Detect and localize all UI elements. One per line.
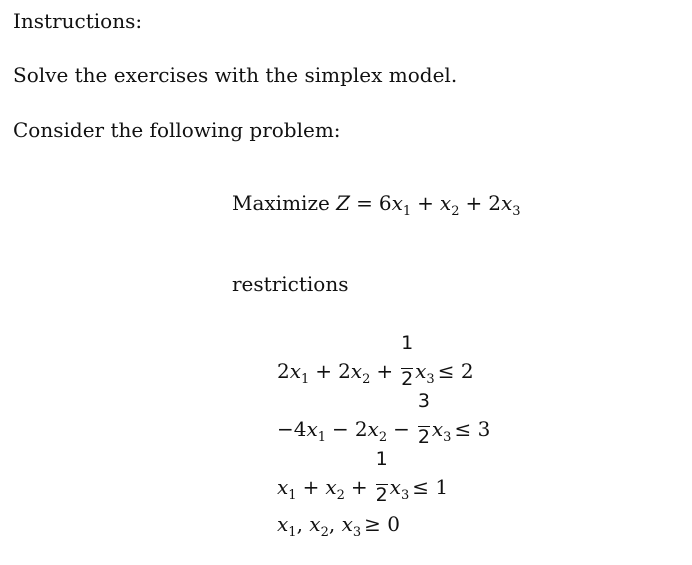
constraint-2-sign-2: − [332,417,349,441]
objective-var-2: x [439,191,452,215]
constraint-1-frac-numerator: 1 [401,332,414,354]
constraint-1-var-1: x [289,359,302,383]
constraint-1-relation: ≤ [437,359,455,383]
nonnegativity-constraint [277,511,400,540]
constraint-3-relation: ≤ [412,475,429,499]
constraint-1-rhs: 2 [460,359,474,383]
nonneg-sub-1: 1 [288,525,297,540]
constraint-3-var-1: x [277,475,289,499]
constraint-2-frac-numerator: 3 [417,390,430,412]
objective-coef-1: 6 [378,191,392,215]
constraint-2-rhs: 3 [477,417,491,441]
constraint-1-coef-2: 2 [338,359,351,383]
objective-coef-3: 2 [488,191,501,215]
constraint-3-var-3: x [389,475,401,499]
nonneg-rhs: 0 [387,512,400,536]
constraint-3-var-2: x [325,475,337,499]
constraint-2-sign-3: − [393,417,410,441]
constraint-1-coef-1: 2 [277,359,290,383]
constraint-2-frac-denominator: 2 [417,426,430,448]
objective-var-3: x [500,191,513,215]
nonneg-sep-1: , [296,512,303,536]
constraint-1-sub-1: 1 [301,372,310,387]
nonneg-var-3: x [341,512,353,536]
constraint-2-sub-2: 2 [378,430,388,445]
nonneg-relation: ≥ [364,512,381,536]
constraint-2-var-1: x [306,417,318,441]
constraint-3-frac-numerator: 1 [375,448,388,470]
nonneg-sub-2: 2 [320,525,329,540]
constraint-2-sub-1: 1 [317,430,327,445]
restrictions-label: restrictions [232,272,349,296]
objective-variable: Z [336,191,351,215]
objective-sign-3: + [465,191,483,215]
objective-function [232,190,521,220]
objective-equals: = [356,191,373,215]
constraint-3-sign-2: + [302,475,320,499]
constraint-1 [277,332,474,390]
objective-var-1: x [391,191,403,215]
constraint-3-sub-2: 2 [336,488,345,503]
nonneg-sep-2: , [328,512,336,536]
constraint-3-sub-1: 1 [288,488,297,503]
constraint-2-coef-2: 2 [354,417,368,441]
problem-intro: Consider the following problem: [13,118,341,142]
constraint-3-sign-3: + [350,475,368,499]
task-line: Solve the exercises with the simplex model. [13,63,458,87]
constraint-3-frac-denominator: 2 [375,484,388,506]
constraint-2-var-3: x [431,417,444,441]
constraint-1-sub-3: 3 [426,372,435,387]
constraint-2-sub-3: 3 [443,430,452,445]
constraint-1-sign-3: + [376,359,394,383]
nonneg-sub-3: 3 [352,525,362,540]
nonneg-var-2: x [309,512,321,536]
constraint-2-var-2: x [367,417,379,441]
constraint-1-frac-denominator: 2 [401,368,414,390]
constraint-1-var-2: x [350,359,363,383]
constraint-3 [277,448,449,506]
constraint-3-rhs: 1 [435,475,449,499]
constraint-3-fraction [375,448,389,506]
objective-sub-3: 3 [512,204,521,219]
constraint-1-fraction [400,332,414,390]
constraint-3-sub-3: 3 [400,488,410,503]
objective-sub-2: 2 [451,204,460,219]
constraint-1-var-3: x [415,359,427,383]
constraint-1-sign-2: + [315,359,333,383]
instructions-heading: Instructions: [13,9,143,33]
objective-sign-2: + [417,191,434,215]
constraint-2-coef-1: −4 [277,417,307,441]
constraint-2-fraction [417,390,431,448]
nonneg-var-1: x [277,512,289,536]
objective-label: Maximize [232,191,330,215]
constraint-1-sub-2: 2 [362,372,371,387]
constraint-2-relation: ≤ [454,417,472,441]
objective-sub-1: 1 [402,204,412,219]
constraint-2 [277,390,491,448]
